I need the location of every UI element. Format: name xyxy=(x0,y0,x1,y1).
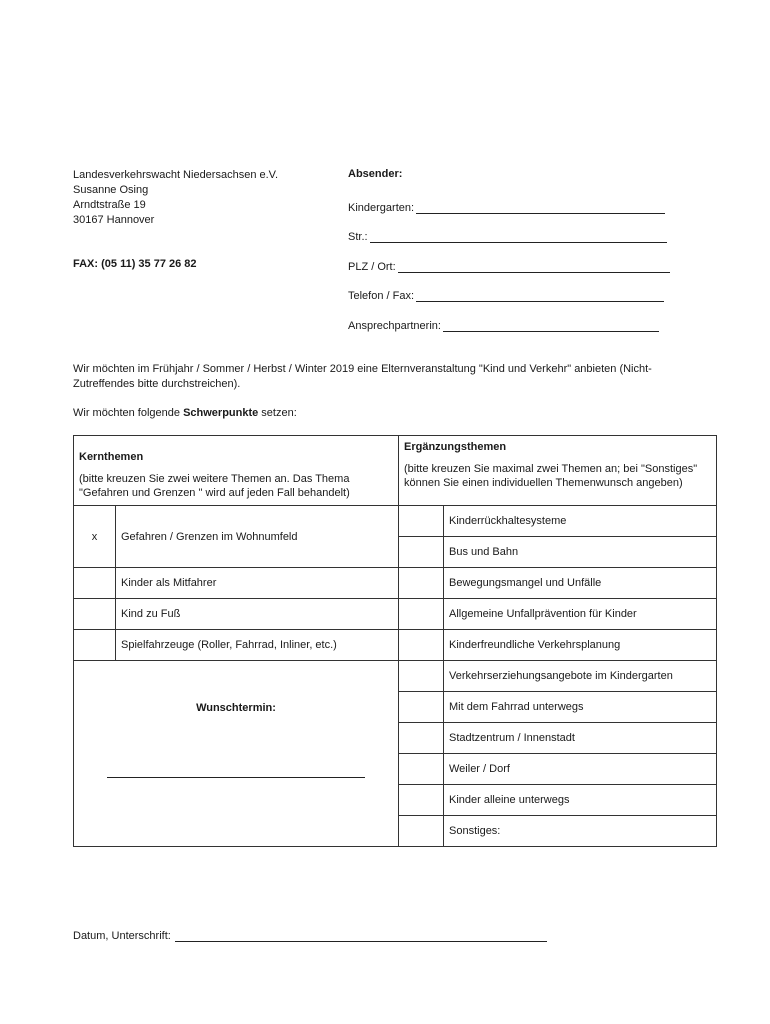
signature-label: Datum, Unterschrift: xyxy=(73,930,171,942)
sender-heading: Absender: xyxy=(348,168,403,180)
extra-topic-label: Sonstiges: xyxy=(444,816,717,847)
field-label: Ansprechpartnerin: xyxy=(348,320,441,332)
intro-line-2: Zutreffendes bitte durchstreichen). xyxy=(73,378,241,390)
core-checkbox[interactable] xyxy=(74,568,116,599)
recipient-address xyxy=(73,168,278,228)
core-topics-hint: (bitte kreuzen Sie zwei weitere Themen an. Das Thema "Gefahren und Grenzen " wird auf jeden Fall behandelt) xyxy=(79,473,350,499)
extra-checkbox[interactable] xyxy=(399,692,444,723)
extra-checkbox[interactable] xyxy=(399,785,444,816)
extra-topics-header xyxy=(399,436,717,506)
core-topic-label: Kind zu Fuß xyxy=(116,599,399,630)
core-checkbox[interactable] xyxy=(74,599,116,630)
recipient-street: Arndtstraße 19 xyxy=(73,199,146,211)
field-label: PLZ / Ort: xyxy=(348,261,396,273)
signature-row xyxy=(73,929,547,942)
field-line[interactable] xyxy=(398,260,670,273)
extra-topics-hint: (bitte kreuzen Sie maximal zwei Themen an; bei "Sonstiges" können Sie einen individuellen Themenwunsch angeben) xyxy=(404,463,698,489)
extra-topic-label: Verkehrserziehungsangebote im Kindergarten xyxy=(444,661,717,692)
core-checkbox[interactable]: x xyxy=(74,506,116,568)
extra-checkbox[interactable] xyxy=(399,816,444,847)
extra-checkbox[interactable] xyxy=(399,599,444,630)
extra-checkbox[interactable] xyxy=(399,754,444,785)
recipient-person: Susanne Osing xyxy=(73,184,149,196)
focus-prefix: Wir möchten folgende xyxy=(73,407,184,419)
field-label: Kindergarten: xyxy=(348,202,415,214)
extra-topic-label: Bewegungsmangel und Unfälle xyxy=(444,568,717,599)
extra-topic-label: Kinderfreundliche Verkehrsplanung xyxy=(444,630,717,661)
intro-paragraph xyxy=(73,362,723,392)
field-label: Telefon / Fax: xyxy=(348,290,415,302)
core-topic-label: Gefahren / Grenzen im Wohnumfeld xyxy=(116,506,399,568)
extra-topics-title: Ergänzungsthemen xyxy=(404,441,507,453)
core-checkbox[interactable] xyxy=(74,630,116,661)
field-street[interactable] xyxy=(348,228,667,243)
focus-suffix: setzen: xyxy=(258,407,297,419)
focus-paragraph xyxy=(73,407,297,419)
extra-topic-label: Kinderrückhaltesysteme xyxy=(444,506,717,537)
focus-bold: Schwerpunkte xyxy=(183,407,259,419)
field-line[interactable] xyxy=(416,289,664,302)
field-kindergarten[interactable] xyxy=(348,199,665,214)
wish-date-label: Wunschtermin: xyxy=(196,702,276,714)
recipient-org: Landesverkehrswacht Niedersachsen e.V. xyxy=(73,169,279,181)
signature-line[interactable] xyxy=(175,929,547,942)
extra-checkbox[interactable] xyxy=(399,568,444,599)
field-phone-fax[interactable] xyxy=(348,287,664,302)
core-topics-title: Kernthemen xyxy=(79,451,144,463)
extra-checkbox[interactable] xyxy=(399,661,444,692)
extra-topic-label: Weiler / Dorf xyxy=(444,754,717,785)
recipient-fax: FAX: (05 11) 35 77 26 82 xyxy=(73,258,197,270)
extra-topic-label: Stadtzentrum / Innenstadt xyxy=(444,723,717,754)
intro-line-1: Wir möchten im Frühjahr / Sommer / Herbst / Winter 2019 eine Elternveranstaltung "Kind und Verkehr" anbieten (Nicht- xyxy=(73,363,652,375)
extra-topic-label: Bus und Bahn xyxy=(444,537,717,568)
core-topics-header xyxy=(74,436,399,506)
field-contact-person[interactable] xyxy=(348,317,659,332)
wish-date-line[interactable] xyxy=(107,777,365,778)
extra-topic-label: Allgemeine Unfallprävention für Kinder xyxy=(444,599,717,630)
field-zip-city[interactable] xyxy=(348,258,670,273)
extra-topic-label: Kinder alleine unterwegs xyxy=(444,785,717,816)
extra-checkbox[interactable] xyxy=(399,630,444,661)
extra-checkbox[interactable] xyxy=(399,723,444,754)
wish-date-cell xyxy=(74,661,399,847)
extra-checkbox[interactable] xyxy=(399,506,444,537)
core-topic-label: Kinder als Mitfahrer xyxy=(116,568,399,599)
recipient-city: 30167 Hannover xyxy=(73,214,155,226)
extra-topic-label: Mit dem Fahrrad unterwegs xyxy=(444,692,717,723)
field-label: Str.: xyxy=(348,231,368,243)
field-line[interactable] xyxy=(416,201,665,214)
extra-checkbox[interactable] xyxy=(399,537,444,568)
field-line[interactable] xyxy=(370,230,667,243)
field-line[interactable] xyxy=(443,319,659,332)
core-topic-label: Spielfahrzeuge (Roller, Fahrrad, Inliner, etc.) xyxy=(116,630,399,661)
topics-table xyxy=(73,435,717,847)
